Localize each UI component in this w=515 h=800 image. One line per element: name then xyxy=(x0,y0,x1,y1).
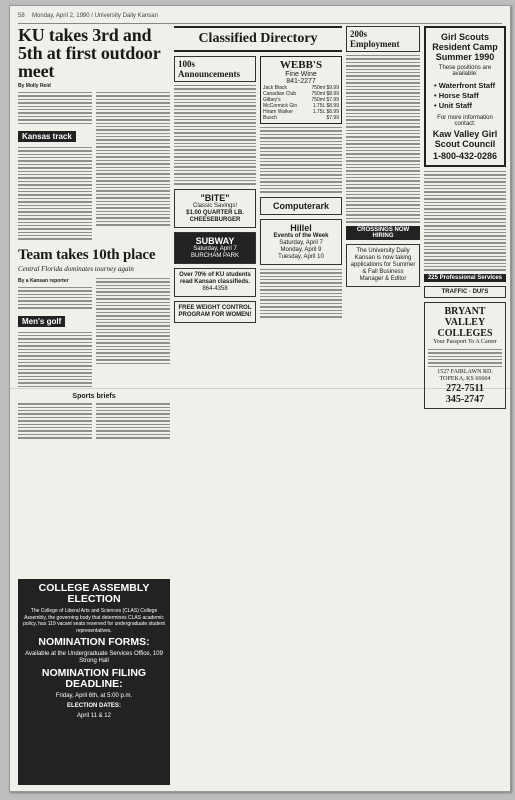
kansan-applications-text: The University Daily Kansan is now taking applications for Summer & Fall Business Manager & Editor xyxy=(350,247,416,282)
bryant-ad xyxy=(424,302,506,409)
section-mens-golf: Men's golf xyxy=(18,316,65,327)
employment-column xyxy=(346,26,506,786)
subway-place: BURCHAM PARK xyxy=(191,252,239,259)
webbs-item-name: Gilbey's xyxy=(263,97,281,103)
girl-scout-position: • Horse Staff xyxy=(434,91,479,100)
nomination-where: Available at the Undergraduate Services Office, 109 Strong Hall xyxy=(25,651,163,664)
election-dates-label: ELECTION DATES: xyxy=(67,703,121,709)
services-header: 225 Professional Services xyxy=(424,274,506,282)
webbs-price-list xyxy=(263,85,339,121)
kansan-classifieds-phone: 864-4358 xyxy=(202,285,228,292)
computerark-ad xyxy=(260,197,342,215)
classified-column xyxy=(174,26,342,786)
bryant-name: BRYANT VALLEY COLLEGES xyxy=(437,305,493,339)
subway-date: Saturday, April 7 xyxy=(193,245,237,252)
girl-scout-positions: These positions are available: xyxy=(438,65,492,77)
bryant-phone1: 272-7511 xyxy=(446,383,484,395)
announcements-label: 100s Announcements xyxy=(178,59,241,79)
webbs-sub: Fine Wine xyxy=(285,71,317,78)
computerark-name: Computerark xyxy=(272,200,329,211)
webbs-item-name: Canadian Club xyxy=(263,91,297,97)
webbs-item-price: 1.75L $8.99 xyxy=(312,109,339,115)
bite-offer: $1.00 QUARTER LB. CHEESEBURGER xyxy=(186,209,244,223)
crossings-hiring: CROSSINGS NOW HIRING xyxy=(346,226,420,240)
hillel-title: Events of the Week xyxy=(273,232,329,239)
webbs-item-price: 750ml $7.99 xyxy=(311,97,339,103)
webbs-phone: 841-2277 xyxy=(286,78,316,85)
webbs-ad xyxy=(260,56,342,124)
bite-title: "BITE" xyxy=(200,192,230,203)
kansan-classifieds-text: Over 70% of KU students read Kansan classifieds. xyxy=(179,271,251,285)
webbs-logo: WEBB'S xyxy=(279,59,323,71)
assembly-title: COLLEGE ASSEMBLY ELECTION xyxy=(38,582,150,605)
webbs-item-name: Busch xyxy=(263,115,277,121)
sports-briefs xyxy=(18,400,170,440)
nomination-forms: NOMINATION FORMS: xyxy=(38,636,150,648)
girl-scout-title: Girl Scouts Resident Camp Summer 1990 xyxy=(432,32,498,62)
subway-ad xyxy=(174,232,256,264)
webbs-price-row xyxy=(263,115,339,121)
bite-ad xyxy=(174,189,256,228)
webbs-item-name: Hiram Walker xyxy=(263,109,294,115)
traffic-ad: TRAFFIC · DUI'S xyxy=(424,286,506,298)
hillel-sat: Saturday, April 7 xyxy=(279,239,323,246)
headline-golf: Team takes 10th place xyxy=(18,246,156,263)
college-assembly-ad xyxy=(18,579,170,785)
bryant-phone2: 345-2747 xyxy=(445,394,485,406)
weight-program-ad xyxy=(174,301,256,323)
announcements-header xyxy=(174,56,256,82)
subhead-golf: Central Florida dominates tourney again xyxy=(18,264,134,273)
employment-header xyxy=(346,26,420,52)
hillel-mon: Monday, April 9 xyxy=(280,246,322,253)
filing-deadline: NOMINATION FILING DEADLINE: xyxy=(41,667,147,690)
girl-scout-ad xyxy=(424,26,506,167)
headline-track: KU takes 3rd and 5th at first outdoor meet xyxy=(18,26,161,81)
bryant-tag: Your Passport To A Career xyxy=(433,338,497,345)
webbs-item-price: 750ml $9.99 xyxy=(311,85,339,91)
running-head xyxy=(18,12,502,24)
hillel-ad xyxy=(260,219,342,265)
article-track xyxy=(18,89,170,242)
hillel-name: Hillel xyxy=(290,222,312,233)
page-number: 58 xyxy=(18,13,25,19)
employment-label: 200s Employment xyxy=(350,29,400,49)
newspaper-page xyxy=(9,5,511,792)
webbs-item-name: Jack Black xyxy=(263,85,287,91)
hillel-tue: Tuesday, April 10 xyxy=(278,253,324,260)
date-line: Monday, April 2, 1990 / University Daily Kansan xyxy=(32,13,158,19)
article-golf xyxy=(18,275,170,389)
girl-scout-contact: For more information contact: xyxy=(437,115,493,127)
webbs-item-price: 1.75L $8.99 xyxy=(312,103,339,109)
girl-scout-org: Kaw Valley Girl Scout Council xyxy=(432,129,498,149)
girl-scout-position-list xyxy=(430,81,500,111)
girl-scout-position: • Unit Staff xyxy=(434,101,473,110)
webbs-item-price: 750ml $8.99 xyxy=(311,91,339,97)
byline: By Molly Reid xyxy=(18,83,51,89)
girl-scout-phone: 1-800-432-0286 xyxy=(432,151,498,161)
sports-briefs-label: Sports briefs xyxy=(72,393,116,401)
weight-program-text: FREE WEIGHT CONTROL PROGRAM FOR WOMEN! xyxy=(178,304,252,318)
election-dates: April 11 & 12 xyxy=(77,713,111,719)
webbs-item-price: $7.99 xyxy=(326,115,339,121)
girl-scout-position: • Waterfront Staff xyxy=(434,81,496,90)
bite-tagline: Classic Savings! xyxy=(192,202,237,209)
kansan-applications-ad xyxy=(346,244,420,287)
section-kansas-track: Kansas track xyxy=(18,131,76,142)
subway-name: SUBWAY xyxy=(195,235,235,246)
sports-column xyxy=(18,26,170,786)
bryant-address: 1527 FAIRLAWN RD. TOPEKA, KS 66604 xyxy=(437,369,493,383)
classified-banner: Classified Directory xyxy=(174,26,342,52)
deadline-date: Friday, April 6th, at 5:00 p.m. xyxy=(55,693,133,699)
assembly-body: The College of Liberal Arts and Sciences (CLAS) College Assembly, the governing body that determines CLAS academic policy, has 119 vacant seats reserved for undergraduate student representatives. xyxy=(23,608,165,634)
kansan-classifieds-ad xyxy=(174,268,256,297)
byline-golf: By a Kansan reporter xyxy=(18,277,69,284)
webbs-item-name: McCormick Gin xyxy=(263,103,298,109)
